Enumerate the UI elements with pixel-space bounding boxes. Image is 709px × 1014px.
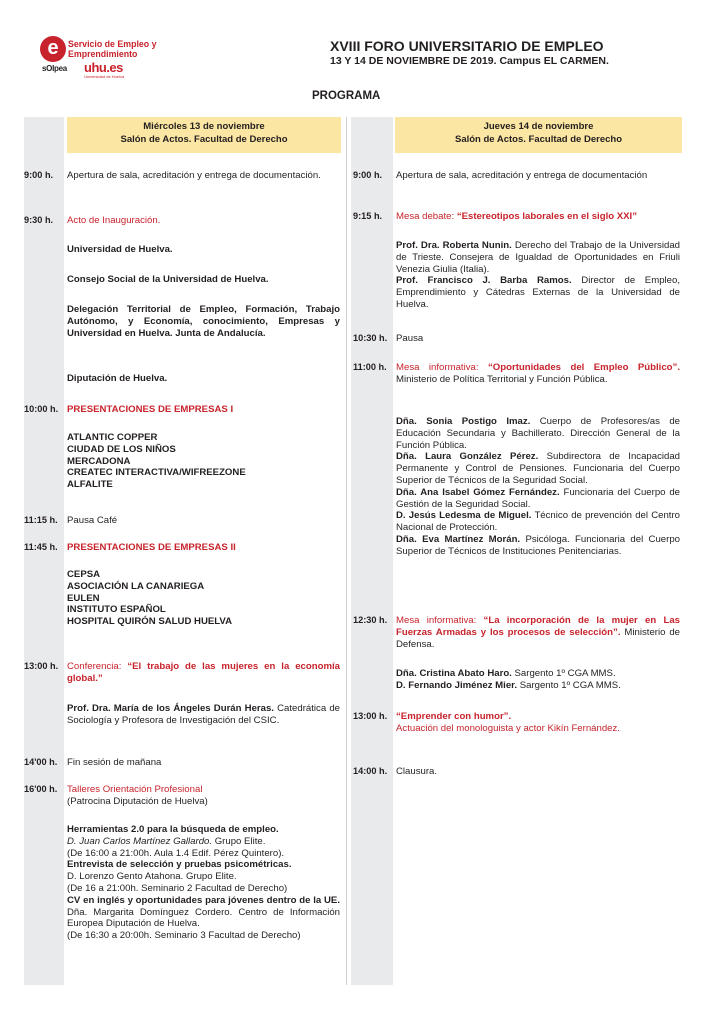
workshop-when: (De 16 a 21:00h. Seminario 2 Facultad de Derecho) (67, 882, 288, 894)
event-sponsor: (Patrocina Diputación de Huelva) (67, 795, 208, 807)
logo-name-line2: Emprendimiento (68, 49, 138, 59)
event-org: Ministerio de Política Territorial y Función Pública. (396, 373, 608, 385)
event-quote: “Estereotipos laborales en el siglo XXI” (456, 211, 638, 222)
time-label: 10:30 h. (353, 333, 388, 343)
column-separator (346, 117, 347, 985)
time-label: 12:30 h. (353, 615, 388, 625)
event-label: Mesa debate: (396, 211, 455, 222)
panelist: Dña. Sonia Postigo Imaz. Cuerpo de Profesores/as de Educación Secundaria y Bachillerato. Dirección General de la Función Pública. (396, 416, 680, 451)
panelist: Dña. Eva Martínez Morán. Psicóloga. Funcionaria del Cuerpo Superior de Técnicos de Instituciones Penitenciarias. (396, 533, 681, 557)
time-label: 9:00 h. (353, 170, 383, 180)
panelist: D. Jesús Ledesma de Miguel. Técnico de prevención del Centro Nacional de Protección. (396, 510, 680, 534)
workshop-title: CV en inglés y oportunidades para jóvenes dentro de la UE. (67, 894, 340, 906)
workshop-when: (De 16:00 a 21:00h. Aula 1.4 Edif. Pérez Quintero). (67, 847, 285, 859)
logo-name (68, 39, 157, 59)
institution: Delegación Territorial de Empleo, Formación, Trabajo Autónomo, y Economía, conocimiento, Empresas y Universidad en Huelva. Junta de Andalucía. (67, 304, 340, 339)
time-label: 11:00 h. (353, 362, 387, 372)
company-item: ATLANTIC COPPER (67, 432, 158, 443)
event-text: Clausura. (396, 766, 438, 777)
event-label: Mesa informativa: (396, 362, 479, 373)
event-label: Conferencia: (67, 661, 122, 672)
time-label: 11:15 h. (24, 515, 58, 525)
event-title (396, 711, 680, 735)
panelist: Dña. Cristina Abato Haro. Sargento 1º CGA MMS. (396, 668, 616, 679)
programa-heading: PROGRAMA (312, 90, 381, 102)
company-item: EULEN (67, 592, 100, 604)
time-label: 13:00 h. (24, 661, 59, 671)
company-item: CEPSA (67, 569, 101, 580)
event-text: Pausa (396, 333, 424, 344)
workshop-person: Dña. Margarita Domínguez Cordero. (67, 906, 233, 918)
company-list (67, 569, 340, 628)
institution: Universidad de Huelva. (67, 244, 173, 255)
event-text: Pausa Café (67, 515, 118, 526)
event-desc: Actuación del monologuista y actor Kikín Fernández. (396, 722, 620, 734)
event-title: PRESENTACIONES DE EMPRESAS I (67, 404, 234, 415)
event-text: Apertura de sala, acreditación y entrega de documentación. (67, 170, 321, 181)
left-day: Miércoles 13 de noviembre (143, 121, 265, 132)
institution: Diputación de Huelva. (67, 373, 168, 384)
time-label: 9:00 h. (24, 170, 54, 180)
event-title (67, 661, 340, 685)
time-label: 9:30 h. (24, 215, 54, 225)
event-title: Acto de Inauguración. (67, 215, 161, 226)
event-title: PRESENTACIONES DE EMPRESAS II (67, 542, 236, 553)
workshop-heading (67, 784, 340, 808)
time-label: 13:00 h. (353, 711, 388, 721)
event-text: Apertura de sala, acreditación y entrega de documentación (396, 170, 648, 181)
logo-e-icon: e (40, 36, 66, 62)
time-label: 11:45 h. (24, 542, 58, 552)
event-title: Talleres Orientación Profesional (67, 784, 203, 795)
workshop-title: Entrevista de selección y pruebas psicométricas. (67, 859, 292, 871)
time-label: 14:00 h. (353, 766, 388, 776)
logo-name-line1: Servicio de Empleo y (68, 39, 157, 49)
left-venue: Salón de Actos. Facultad de Derecho (120, 134, 288, 145)
company-item: INSTITUTO ESPAÑOL (67, 604, 166, 616)
panelist: Prof. Dra. Roberta Nunin. Derecho del Trabajo de la Universidad de Trieste. Consejera de Igualdad de Oportunidades en Friuli Venezia Giulia (Italia). (396, 240, 680, 275)
workshop-list (67, 824, 340, 942)
event-title (396, 615, 680, 650)
company-item: CREATEC INTERACTIVA/WIFREEZONE (67, 467, 246, 479)
time-label: 10:00 h. (24, 404, 59, 414)
company-item: HOSPITAL QUIRÓN SALUD HUELVA (67, 616, 233, 628)
time-label: 9:15 h. (353, 211, 383, 221)
workshop-person: D. Lorenzo Gento Atahona. Grupo Elite. (67, 871, 237, 883)
speaker-desc: Catedrática de Sociología y Profesora de Investigación del CSIC. (67, 703, 340, 726)
institution: Consejo Social de la Universidad de Huelva. (67, 274, 269, 285)
event-label: Mesa informativa: (396, 615, 477, 626)
right-day-header (395, 117, 682, 153)
speaker-name: Prof. Dra. María de los Ángeles Durán Heras. (67, 703, 274, 714)
workshop-person: D. Juan Carlos Martínez Gallardo. Grupo Elite. (67, 835, 266, 847)
event-title (396, 362, 680, 386)
time-label: 14'00 h. (24, 757, 58, 767)
left-day-header (67, 117, 341, 153)
event-title (396, 211, 680, 223)
workshop-when: (De 16:30 a 20:00h. Seminario 3 Facultad de Derecho) (67, 930, 301, 942)
company-item: MERCADONA (67, 455, 131, 467)
right-day: Jueves 14 de noviembre (483, 121, 594, 132)
event-org: Ministerio de Defensa. (396, 626, 680, 650)
uhu-logo: uhu.es (84, 60, 123, 75)
company-item: CIUDAD DE LOS NIÑOS (67, 443, 176, 455)
panelist-list (396, 416, 680, 558)
workshop-title: Herramientas 2.0 para la búsqueda de empleo. (67, 824, 279, 835)
time-label: 16'00 h. (24, 784, 58, 794)
right-time-column (351, 117, 393, 985)
workshop-org: Centro de Información Europea Diputación de Huelva. (67, 906, 341, 930)
panelist: D. Fernando Jiménez Mier. Sargento 1º CGA MMS. (396, 679, 621, 691)
soipea-logo: sOIpea (42, 64, 67, 73)
company-item: ALFALITE (67, 479, 113, 491)
event-quote: “Oportunidades del Empleo Público”. (487, 362, 681, 373)
right-venue: Salón de Actos. Facultad de Derecho (455, 134, 622, 145)
page-title: XVIII FORO UNIVERSITARIO DE EMPLEO (330, 38, 604, 54)
panelist: Prof. Francisco J. Barba Ramos. Director de Empleo, Emprendimiento y Cátedras Externas de la Universidad de Huelva. (396, 275, 681, 310)
company-item: ASOCIACIÓN LA CANARIEGA (67, 580, 205, 592)
panelist: Dña. Laura González Pérez. Subdirectora de Incapacidad Permanente y Control de Pensiones. Funcionaria del Cuerpo Superior de Técnicos de la Seguridad Social. (396, 451, 681, 486)
event-quote: “Emprender con humor”. (396, 711, 512, 722)
panelist-list (396, 240, 680, 311)
speaker (67, 703, 340, 727)
event-text: Fin sesión de mañana (67, 757, 162, 768)
uhu-logo-sub: Universidad de Huelva (84, 74, 125, 79)
page-subtitle: 13 Y 14 DE NOVIEMBRE DE 2019. Campus EL CARMEN. (330, 55, 609, 67)
company-list (67, 432, 340, 491)
event-quote: “El trabajo de las mujeres en la economía global.” (67, 661, 340, 684)
workshop-item-3 (67, 895, 340, 930)
panelist: Dña. Ana Isabel Gómez Fernández. Funcionaria del Cuerpo de Gestión de la Seguridad Social. (396, 486, 680, 510)
event-quote: “La incorporación de la mujer en Las Fuerzas Armadas y los procesos de selección”. (396, 615, 680, 638)
panelist-list (396, 668, 680, 692)
